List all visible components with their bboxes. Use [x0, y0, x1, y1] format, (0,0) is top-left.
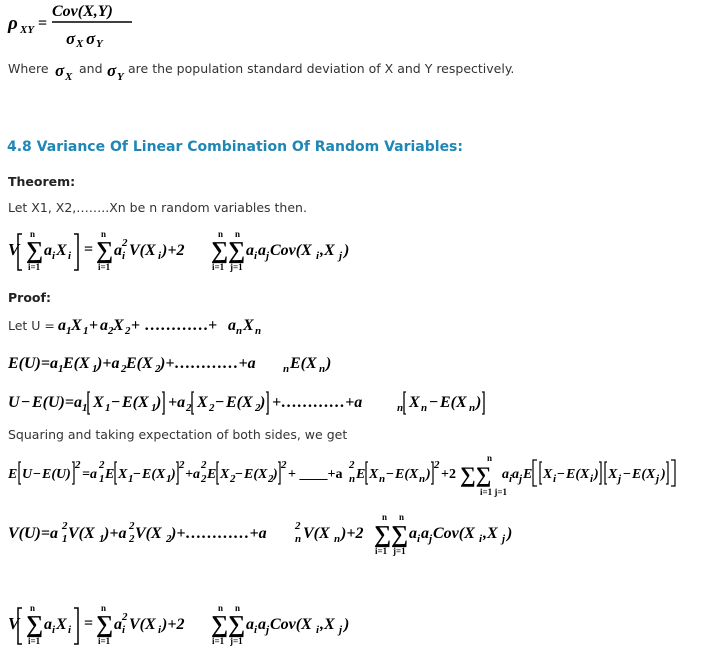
svg-text:2: 2: [121, 363, 127, 375]
svg-text:2: 2: [281, 459, 287, 471]
svg-text:,X: ,X: [320, 616, 335, 633]
svg-text:j=1: j=1: [230, 636, 243, 646]
svg-text:i: i: [122, 250, 126, 262]
svg-text:2: 2: [155, 363, 161, 375]
sigma-x-symbol: [55, 60, 79, 84]
svg-text:V(X: V(X: [135, 525, 162, 542]
svg-text:X: X: [71, 317, 82, 334]
where-suffix: are the population standard deviation of X and Y respectively.: [128, 61, 515, 76]
svg-text:i: i: [509, 473, 513, 485]
svg-text:a: a: [228, 317, 236, 334]
svg-text:,X: ,X: [483, 525, 498, 542]
svg-text:i: i: [68, 250, 72, 262]
svg-text:)+a: )+a: [97, 355, 120, 372]
svg-text:E(X: E(X: [126, 355, 153, 372]
svg-text:n: n: [30, 229, 36, 239]
svg-text:i=1: i=1: [212, 262, 225, 272]
svg-text:i: i: [254, 250, 258, 262]
svg-text:): ): [344, 242, 350, 259]
svg-text:V(X: V(X: [129, 242, 156, 259]
svg-text:): ): [661, 467, 666, 482]
svg-text:i: i: [316, 250, 320, 262]
svg-text:a: a: [58, 317, 66, 334]
svg-text:a: a: [258, 242, 266, 259]
squared-expectation-equation: [8, 452, 708, 500]
svg-text:X: X: [220, 467, 230, 482]
svg-text:)+…………+a: )+…………+a: [160, 355, 256, 372]
svg-text:2: 2: [179, 459, 185, 471]
svg-text:a: a: [512, 467, 519, 482]
svg-text:i=1: i=1: [98, 262, 111, 272]
svg-text:a: a: [502, 467, 509, 482]
svg-text:−: −: [429, 394, 439, 411]
svg-text:n: n: [397, 402, 404, 414]
svg-text:): ): [171, 467, 176, 482]
svg-text:2: 2: [201, 473, 207, 485]
svg-text:1: 1: [62, 533, 68, 545]
svg-text:n: n: [218, 229, 224, 239]
svg-text:n: n: [101, 603, 107, 613]
squaring-text: Squaring and taking expectation of both sides, we get: [8, 427, 348, 442]
svg-text:E(X: E(X: [226, 394, 253, 411]
svg-text:−: −: [623, 467, 631, 482]
svg-text:,X: ,X: [320, 242, 335, 259]
svg-text:1: 1: [128, 473, 134, 485]
svg-text:1: 1: [105, 402, 111, 414]
where-conj: and: [79, 61, 103, 76]
svg-text:+: +: [89, 317, 99, 334]
svg-text:V(X: V(X: [303, 525, 330, 542]
cov-numerator: Cov(X,Y): [52, 3, 113, 20]
svg-text:E(X: E(X: [142, 467, 166, 482]
svg-text:2: 2: [75, 459, 81, 471]
svg-text:V: V: [8, 614, 20, 633]
svg-text:n: n: [236, 325, 243, 337]
svg-text:1: 1: [99, 533, 105, 545]
svg-text:E(U)=a: E(U)=a: [32, 394, 82, 411]
svg-text:i: i: [590, 473, 594, 485]
svg-text:Cov(X: Cov(X: [270, 242, 312, 259]
svg-text:E(U)=a: E(U)=a: [8, 355, 58, 372]
svg-text:E(X: E(X: [122, 394, 149, 411]
svg-text:∑: ∑: [211, 612, 229, 638]
svg-text:+…………+a: +…………+a: [272, 394, 363, 411]
svg-text:2: 2: [295, 520, 301, 532]
svg-text:σ: σ: [55, 61, 65, 80]
svg-text:1: 1: [58, 363, 64, 375]
svg-text:2: 2: [125, 325, 131, 337]
svg-text:E(X: E(X: [440, 394, 467, 411]
svg-text:2: 2: [434, 459, 440, 471]
svg-text:a: a: [44, 616, 52, 633]
svg-text:−: −: [386, 467, 394, 482]
svg-text:a: a: [421, 525, 429, 542]
svg-text:n: n: [255, 325, 262, 337]
svg-text:E(X: E(X: [395, 467, 419, 482]
svg-text:a: a: [246, 242, 254, 259]
svg-text:n: n: [379, 473, 386, 485]
svg-text:a: a: [114, 242, 122, 259]
svg-text:Cov(X: Cov(X: [433, 525, 475, 542]
svg-text:i=1: i=1: [375, 546, 388, 556]
svg-text:E(X: E(X: [244, 467, 268, 482]
svg-text:a: a: [100, 317, 108, 334]
section-heading: 4.8 Variance Of Linear Combination Of Random Variables:: [7, 139, 463, 155]
svg-text:V(U)=a: V(U)=a: [8, 525, 58, 542]
expectation-u: [8, 350, 348, 378]
deviation-u: [8, 388, 508, 418]
svg-text:i=1 j=1: i=1 j=1: [480, 487, 508, 497]
svg-text:2: 2: [122, 611, 128, 623]
svg-text:V(X: V(X: [129, 616, 156, 633]
where-prefix: Where: [8, 61, 49, 76]
svg-text:): ): [594, 467, 599, 482]
svg-text:−: −: [557, 467, 565, 482]
svg-text:i: i: [316, 624, 320, 636]
svg-text:2: 2: [129, 520, 135, 532]
svg-text:i=1: i=1: [98, 636, 111, 646]
svg-text:j: j: [656, 473, 660, 485]
svg-text:2: 2: [255, 402, 261, 414]
svg-text:E: E: [105, 467, 115, 482]
svg-text:n: n: [319, 363, 326, 375]
let-u-prefix: Let U =: [8, 318, 55, 333]
svg-text:2: 2: [209, 402, 215, 414]
theorem-equation: [8, 226, 368, 276]
theorem-label: Theorem:: [8, 174, 76, 189]
svg-text:j: j: [339, 250, 343, 262]
svg-text:=: =: [38, 15, 48, 32]
svg-text:−: −: [111, 394, 121, 411]
svg-text:X: X: [65, 71, 73, 83]
svg-text:∑: ∑: [228, 238, 246, 264]
svg-text:E(X: E(X: [63, 355, 90, 372]
svg-text:E(X: E(X: [632, 467, 656, 482]
svg-text:U: U: [8, 394, 20, 411]
final-equation: [8, 600, 368, 650]
svg-text:n: n: [295, 533, 302, 545]
svg-text:j: j: [519, 473, 523, 485]
svg-text:X: X: [409, 394, 420, 411]
svg-text:Y: Y: [117, 71, 124, 83]
svg-text:E: E: [207, 467, 217, 482]
svg-text:i: i: [479, 533, 483, 545]
svg-text:2: 2: [108, 325, 114, 337]
svg-text:X: X: [93, 394, 104, 411]
svg-text:X: X: [608, 467, 618, 482]
svg-text:2: 2: [129, 533, 135, 545]
svg-text:): ): [326, 355, 332, 372]
svg-text:): ): [156, 394, 162, 411]
svg-text:i: i: [417, 533, 421, 545]
svg-text:n: n: [349, 473, 356, 485]
den-sub-x: X: [76, 38, 84, 50]
svg-text:i: i: [254, 624, 258, 636]
svg-text:n: n: [487, 453, 493, 463]
svg-text:n: n: [30, 603, 36, 613]
svg-text:j: j: [266, 624, 270, 636]
svg-text:∑∑: ∑∑: [460, 462, 492, 487]
svg-text:2: 2: [166, 533, 172, 545]
proof-label: Proof:: [8, 290, 51, 305]
svg-text:n: n: [283, 363, 290, 375]
svg-text:X: X: [56, 616, 67, 633]
svg-text:=: =: [84, 241, 94, 258]
svg-text:i: i: [68, 624, 72, 636]
svg-text:X: X: [369, 467, 379, 482]
svg-text:2: 2: [122, 237, 128, 249]
svg-text:=: =: [84, 615, 94, 632]
svg-text:)+2: )+2: [162, 242, 185, 259]
svg-text:j: j: [266, 250, 270, 262]
svg-text:): ): [273, 467, 278, 482]
svg-text:E: E: [523, 467, 533, 482]
svg-text:i=1: i=1: [28, 262, 41, 272]
svg-text:X: X: [118, 467, 128, 482]
svg-text:1: 1: [83, 325, 89, 337]
svg-text:i: i: [52, 250, 56, 262]
svg-text:X: X: [113, 317, 124, 334]
u-definition: [58, 312, 278, 340]
svg-text:)+2: )+2: [162, 616, 185, 633]
svg-text:E(U): E(U): [42, 467, 71, 482]
svg-text:∑: ∑: [96, 612, 114, 638]
svg-text:i=1: i=1: [212, 636, 225, 646]
svg-text:σ: σ: [66, 29, 76, 48]
svg-text:a: a: [258, 616, 266, 633]
svg-text:−: −: [133, 467, 141, 482]
svg-text:)+…………+a: )+…………+a: [171, 525, 267, 542]
svg-text:+2: +2: [441, 467, 456, 482]
svg-text:): ): [426, 467, 431, 482]
svg-text:2: 2: [201, 459, 207, 471]
svg-text:2: 2: [186, 402, 192, 414]
den-sub-y: Y: [96, 38, 103, 50]
svg-text:n: n: [419, 473, 426, 485]
svg-text:i: i: [52, 624, 56, 636]
svg-text:Cov(X: Cov(X: [270, 616, 312, 633]
svg-text:+a: +a: [185, 467, 200, 482]
svg-text:i: i: [158, 250, 162, 262]
rho-subscript: XY: [20, 24, 35, 36]
svg-text:n: n: [334, 533, 341, 545]
svg-text:)+a: )+a: [104, 525, 127, 542]
svg-text:n: n: [235, 603, 241, 613]
svg-text:2: 2: [268, 473, 274, 485]
svg-text:−: −: [215, 394, 225, 411]
svg-text:V: V: [8, 240, 20, 259]
svg-text:1: 1: [166, 473, 172, 485]
svg-text:1: 1: [66, 325, 72, 337]
svg-text:U: U: [22, 467, 33, 482]
svg-text:a: a: [246, 616, 254, 633]
svg-text:E: E: [8, 467, 18, 482]
rho-formula: [8, 0, 138, 50]
svg-text:)+2: )+2: [341, 525, 364, 542]
svg-text:V(X: V(X: [68, 525, 95, 542]
svg-text:X: X: [243, 317, 254, 334]
svg-text:j: j: [339, 624, 343, 636]
svg-text:∑: ∑: [26, 612, 44, 638]
svg-text:j: j: [618, 473, 622, 485]
svg-text:n: n: [382, 512, 388, 522]
svg-text:−: −: [235, 467, 243, 482]
svg-text:n: n: [421, 402, 428, 414]
svg-text:2: 2: [62, 520, 68, 532]
svg-text:E: E: [356, 467, 366, 482]
svg-text:): ): [507, 525, 513, 542]
svg-text:1: 1: [82, 402, 88, 414]
svg-text:X: X: [543, 467, 553, 482]
svg-text:i: i: [122, 624, 126, 636]
svg-text:j=1: j=1: [393, 546, 406, 556]
svg-text:2: 2: [99, 459, 105, 471]
svg-text:i=1: i=1: [28, 636, 41, 646]
svg-text:): ): [260, 394, 266, 411]
theorem-text: Let X1, X2,……..Xn be n random variables then.: [8, 200, 307, 215]
svg-text:+ ____+a: + ____+a: [288, 467, 343, 482]
svg-text:j: j: [429, 533, 433, 545]
svg-text:n: n: [235, 229, 241, 239]
svg-text:n: n: [399, 512, 405, 522]
svg-text:2: 2: [230, 473, 236, 485]
svg-text:1: 1: [151, 402, 157, 414]
svg-text:n: n: [101, 229, 107, 239]
svg-text:E(X: E(X: [566, 467, 590, 482]
svg-text:−: −: [21, 394, 31, 411]
svg-text:n: n: [218, 603, 224, 613]
svg-text:a: a: [409, 525, 417, 542]
svg-text:∑: ∑: [391, 522, 409, 548]
svg-text:∑: ∑: [96, 238, 114, 264]
svg-text:X: X: [56, 242, 67, 259]
svg-text:): ): [344, 616, 350, 633]
svg-text:∑: ∑: [374, 522, 392, 548]
svg-text:∑: ∑: [26, 238, 44, 264]
variance-u-equation: [8, 510, 528, 558]
svg-text:n: n: [469, 402, 476, 414]
svg-text:+ …………+: + …………+: [131, 317, 218, 334]
svg-text:1: 1: [92, 363, 98, 375]
svg-text:∑: ∑: [211, 238, 229, 264]
svg-text:a: a: [44, 242, 52, 259]
svg-text:∑: ∑: [228, 612, 246, 638]
rho-symbol: ρ: [8, 13, 18, 34]
svg-text:i: i: [553, 473, 557, 485]
svg-text:=a: =a: [82, 467, 97, 482]
svg-text:E(X: E(X: [290, 355, 317, 372]
svg-text:a: a: [114, 616, 122, 633]
svg-text:1: 1: [99, 473, 105, 485]
svg-text:−: −: [33, 467, 41, 482]
svg-text:+a: +a: [168, 394, 186, 411]
svg-text:σ: σ: [107, 61, 117, 80]
svg-text:j: j: [502, 533, 506, 545]
svg-text:j=1: j=1: [230, 262, 243, 272]
svg-text:X: X: [197, 394, 208, 411]
svg-text:i: i: [158, 624, 162, 636]
svg-text:2: 2: [349, 459, 355, 471]
svg-text:σ: σ: [86, 29, 96, 48]
svg-text:): ): [476, 394, 482, 411]
